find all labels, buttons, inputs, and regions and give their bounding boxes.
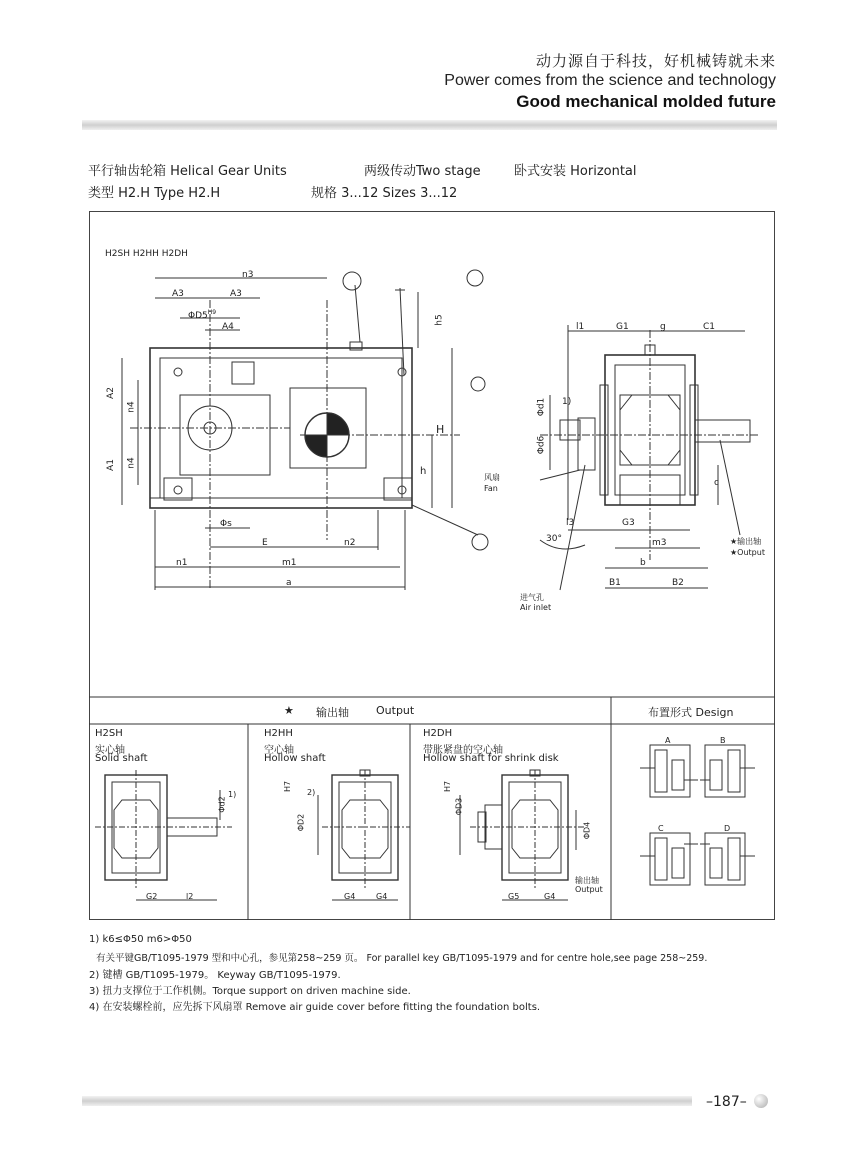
header-english-slogan: Power comes from the science and technology [444, 72, 776, 89]
variant-h2dh-code: H2DH [423, 728, 453, 739]
dim-c: c [714, 478, 719, 488]
dim-h: h [420, 466, 427, 477]
dim-g2: G2 [146, 892, 158, 901]
dim-g: g [660, 322, 666, 332]
dim-d1: Φd1 [536, 397, 547, 417]
output-star: ★ [284, 704, 294, 717]
variant-h2sh-cn: 实心轴 [95, 745, 125, 756]
mount-label: 卧式安装 Horizontal [514, 164, 637, 179]
dim-n1: n1 [176, 558, 188, 568]
dim-b2: B2 [672, 578, 684, 588]
output-title-cn: 输出轴 [316, 706, 349, 719]
angle-label: 30° [546, 534, 562, 544]
dim-l3: l3 [566, 518, 575, 528]
design-c: C [658, 824, 664, 833]
dim-d4: ΦD4 [582, 821, 592, 840]
dim-d6: Φd6 [536, 435, 547, 455]
dim-capital-d2: ΦD2 [296, 813, 306, 832]
variant-h2hh-code: H2HH [264, 728, 293, 739]
dim-l2: l2 [186, 892, 194, 901]
dim-n4-upper: n4 [126, 401, 137, 413]
air-inlet-cn: 进气孔 [520, 593, 544, 602]
variant-h2hh-cn: 空心轴 [264, 745, 294, 756]
page-bullet-icon [754, 1094, 768, 1108]
dim-b: b [640, 558, 646, 568]
note-1-detail: 有关平键GB/T1095-1979 型和中心孔，参见第258~259 页。 For parallel key GB/T1095-1979 and for centre hole,see page 258~259. [96, 953, 708, 964]
output-title-en: Output [376, 704, 415, 717]
dim-e: E [262, 538, 268, 548]
air-inlet-en: Air inlet [520, 603, 552, 612]
dim-m3: m3 [652, 538, 667, 548]
header-chinese-slogan: 动力源自于科技，好机械铸就未来 [535, 52, 776, 70]
variant-h2dh-en: Hollow shaft for shrink disk [423, 753, 559, 764]
dim-l1: l1 [576, 322, 585, 332]
stage-label: 两级传动Two stage [364, 164, 481, 179]
dim-g4-shrink: G4 [544, 892, 556, 901]
design-b: B [720, 736, 726, 745]
design-arrangements [640, 745, 755, 885]
design-a: A [665, 736, 671, 745]
side-view [540, 325, 760, 590]
dim-a2: A2 [105, 387, 116, 399]
output-mark-cn: 输出轴 [575, 876, 599, 885]
dim-a: a [286, 578, 292, 588]
sizes-label: 规格 3...12 Sizes 3...12 [311, 186, 458, 201]
series-label: H2SH H2HH H2DH [105, 249, 188, 259]
output-label-cn: ★输出轴 [730, 537, 762, 546]
design-title: 布置形式 Design [648, 706, 734, 719]
fan-label-cn: 风扇 [484, 473, 500, 482]
dim-s: Φs [220, 519, 232, 529]
dim-g4-right: G4 [376, 892, 388, 901]
dim-a1: A1 [105, 459, 116, 471]
dim-b1: B1 [609, 578, 621, 588]
note-2: 2) 键槽 GB/T1095-1979。 Keyway GB/T1095-1979. [89, 970, 341, 981]
dim-g3: G3 [622, 518, 635, 528]
dim-n4-lower: n4 [126, 457, 137, 469]
note-ref-1-output: 1) [228, 790, 237, 799]
variant-h2sh-en: Solid shaft [95, 753, 148, 764]
output-mark-en: Output [575, 885, 603, 894]
product-title: 平行轴齿轮箱 Helical Gear Units [88, 164, 287, 179]
variant-h2hh-en: Hollow shaft [264, 753, 326, 764]
dim-g1: G1 [616, 322, 629, 332]
dim-d5: $\Phi D5^{H9}$ [188, 309, 217, 321]
footer-divider-bar [82, 1096, 692, 1106]
dim-a3-left: A3 [172, 289, 184, 299]
output-label-en: ★Output [730, 548, 765, 557]
header-bold-slogan: Good mechanical molded future [516, 92, 776, 111]
fan-label-en: Fan [484, 484, 498, 493]
dim-m1: m1 [282, 558, 297, 568]
dim-h7-shrink: H7 [443, 780, 453, 793]
dim-n2: n2 [344, 538, 356, 548]
front-view [122, 270, 488, 590]
note-3: 3) 扭力支撑位于工作机侧。Torque support on driven machine side. [89, 986, 411, 997]
dim-h5: h5 [434, 314, 445, 326]
dim-g5: G5 [508, 892, 520, 901]
type-label: 类型 H2.H Type H2.H [88, 186, 221, 201]
note-1: 1) k6≤Φ50 m6>Φ50 [89, 934, 192, 945]
dim-h-total: H [436, 423, 445, 436]
page-number: –187– [706, 1094, 747, 1110]
dim-a4: A4 [222, 322, 234, 332]
output-variant-drawings [95, 770, 585, 900]
dim-c1: C1 [703, 322, 716, 332]
dim-h7-hollow: H7 [283, 780, 293, 793]
dim-a3-right: A3 [230, 289, 242, 299]
dim-d3: ΦD3 [454, 797, 464, 816]
dim-n3: n3 [242, 270, 254, 280]
variant-h2dh-cn: 带胀紧盘的空心轴 [423, 745, 503, 756]
note-4: 4) 在安装螺栓前，应先拆下风扇罩 Remove air guide cover before fitting the foundation bolts. [89, 1002, 541, 1013]
note-ref-2: 2) [307, 788, 316, 797]
variant-h2sh-code: H2SH [95, 728, 123, 739]
note-ref-1: 1) [562, 397, 572, 407]
dim-d2: Φd2 [217, 796, 227, 813]
dim-g4-left: G4 [344, 892, 356, 901]
design-d: D [724, 824, 731, 833]
